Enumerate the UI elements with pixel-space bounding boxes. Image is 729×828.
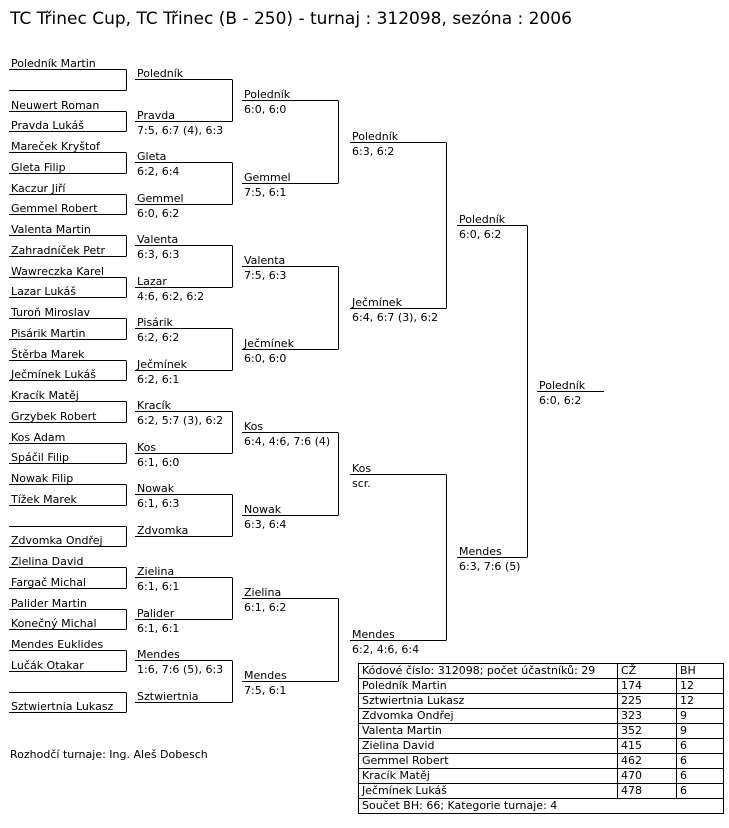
match-score: 6:0, 6:2 [539,393,582,407]
player-name: Gleta [137,149,167,163]
table-cell: 6 [677,769,724,784]
player-name: Poledník [539,378,586,392]
player-name: Wawreczka Karel [11,264,105,278]
table-cell: Zdvomka Ondřej [359,709,618,724]
referee-note: Rozhodčí turnaje: Ing. Aleš Dobesch [10,748,208,761]
player-name: Zahradníček Petr [11,243,106,257]
player-name: Zielina [137,564,175,578]
player-name: Mendes [137,647,180,661]
table-cell: 478 [618,784,677,799]
player-name: Zdvomka Ondřej [11,533,103,547]
match-score: 6:1, 6:0 [137,455,180,469]
table-cell: 9 [677,724,724,739]
table-cell: 174 [618,679,677,694]
table-cell: 225 [618,694,677,709]
table-row [359,754,724,769]
player-name: Lazar Lukáš [11,284,76,298]
table-cell: 470 [618,769,677,784]
table-cell: 323 [618,709,677,724]
match-score: 6:3, 6:2 [352,144,395,158]
match-score: 6:2, 6:4 [137,164,180,178]
player-name: Ječmínek Lukáš [11,367,96,381]
player-name: Poledník [137,66,184,80]
player-name: Gemmel [137,191,184,205]
player-name: Pravda Lukáš [11,118,84,132]
player-name: Nowak Filip [11,471,74,485]
player-name: Palider Martin [11,596,87,610]
player-name: Nowak [244,502,282,516]
table-footer-row [359,799,724,814]
table-cell: Kódové číslo: 312098; počet účastníků: 29 [359,664,618,679]
match-score: 6:0, 6:2 [459,227,502,241]
match-score: 6:3, 6:3 [137,247,180,261]
player-name: Pisárik Martin [11,326,86,340]
player-name: Mendes [244,668,287,682]
player-name: Kos Adam [11,430,66,444]
match-score: 6:0, 6:2 [137,206,180,220]
player-name: Mareček Kryštof [11,139,100,153]
match-score: 7:5, 6:1 [244,683,287,697]
player-name: Tížek Marek [11,492,77,506]
page-title: TC Třinec Cup, TC Třinec (B - 250) - turnaj : 312098, sezóna : 2006 [10,9,572,29]
match-score: 7:5, 6:7 (4), 6:3 [137,123,224,137]
table-cell: 6 [677,739,724,754]
player-name: Mendes Euklides [11,637,104,651]
match-score: 6:3, 7:6 (5) [459,559,521,573]
table-cell: CŽ [618,664,677,679]
match-score: 1:6, 7:6 (5), 6:3 [137,662,224,676]
table-cell: Kracík Matěj [359,769,618,784]
match-score: 6:2, 6:2 [137,330,180,344]
match-score: 6:2, 4:6, 6:4 [352,642,420,656]
player-name: Pisárik [137,315,173,329]
match-score: 7:5, 6:1 [244,185,287,199]
player-name: Kos [137,440,157,454]
player-name: Ječmínek [244,336,294,350]
player-name: Konečný Michal [11,616,97,630]
table-cell: 462 [618,754,677,769]
match-score: 6:4, 6:7 (3), 6:2 [352,310,439,324]
match-score: 6:1, 6:1 [137,621,180,635]
player-name: Poledník [352,129,399,143]
player-name: Kaczur Jiří [11,181,66,195]
player-name: Kos [244,419,264,433]
player-name: Štěrba Marek [11,347,85,361]
table-cell: BH [677,664,724,679]
table-cell: 352 [618,724,677,739]
table-header-row [359,664,724,679]
player-name: Poledník Martin [11,56,96,70]
table-row [359,739,724,754]
match-score: 6:3, 6:4 [244,517,287,531]
player-name: Zielina David [11,554,84,568]
player-name: Kracík [137,398,171,412]
match-score: 6:2, 5:7 (3), 6:2 [137,413,224,427]
table-row [359,724,724,739]
table-row [359,784,724,799]
match-score: 6:1, 6:3 [137,496,180,510]
match-score: 7:5, 6:3 [244,268,287,282]
table-cell: 12 [677,694,724,709]
match-score: 6:2, 6:1 [137,372,180,386]
table-cell: 9 [677,709,724,724]
table-cell: Sztwiertnia Lukasz [359,694,618,709]
match-score: 6:1, 6:1 [137,579,180,593]
player-name: Lazar [137,274,167,288]
player-name: Valenta Martin [11,222,91,236]
table-cell: 415 [618,739,677,754]
table-row [359,709,724,724]
player-name: Ječmínek [137,357,187,371]
table-footer-cell: Součet BH: 66; Kategorie turnaje: 4 [359,799,724,814]
player-name: Turoň Miroslav [11,305,91,319]
player-name: Gemmel [244,170,291,184]
table-cell: 12 [677,679,724,694]
player-name: Ječmínek [352,295,402,309]
table-row [359,769,724,784]
table-cell: Gemmel Robert [359,754,618,769]
player-name: Lučák Otakar [11,658,84,672]
player-name: Neuwert Roman [11,98,100,112]
player-name: Kracík Matěj [11,388,79,402]
match-score: 6:1, 6:2 [244,600,287,614]
player-name: Sztwiertnia Lukasz [11,699,114,713]
table-cell: Zielina David [359,739,618,754]
player-name: Zdvomka [137,523,189,537]
player-name: Mendes [352,627,395,641]
player-name: Poledník [459,212,506,226]
match-score: scr. [352,476,371,490]
player-name: Gemmel Robert [11,201,98,215]
player-name: Spáčil Filip [11,450,70,464]
table-cell: 6 [677,784,724,799]
player-name: Palider [137,606,175,620]
match-score: 6:0, 6:0 [244,351,287,365]
table-row [359,679,724,694]
player-name: Sztwiertnia [137,689,199,703]
stats-table [358,663,724,814]
player-name: Zielina [244,585,282,599]
table-cell: Poledník Martin [359,679,618,694]
match-score: 6:4, 4:6, 7:6 (4) [244,434,331,448]
player-name: Valenta [137,232,179,246]
table-cell: Ječmínek Lukáš [359,784,618,799]
player-name: Fargač Michal [11,575,87,589]
player-name: Grzybek Robert [11,409,97,423]
table-cell: Valenta Martin [359,724,618,739]
player-name: Valenta [244,253,286,267]
table-row [359,694,724,709]
player-name: Mendes [459,544,502,558]
player-name: Gleta Filip [11,160,66,174]
match-score: 4:6, 6:2, 6:2 [137,289,205,303]
match-score: 6:0, 6:0 [244,102,287,116]
player-name: Kos [352,461,372,475]
player-name: Pravda [137,108,175,122]
player-name: Nowak [137,481,175,495]
player-name: Poledník [244,87,291,101]
table-cell: 6 [677,754,724,769]
